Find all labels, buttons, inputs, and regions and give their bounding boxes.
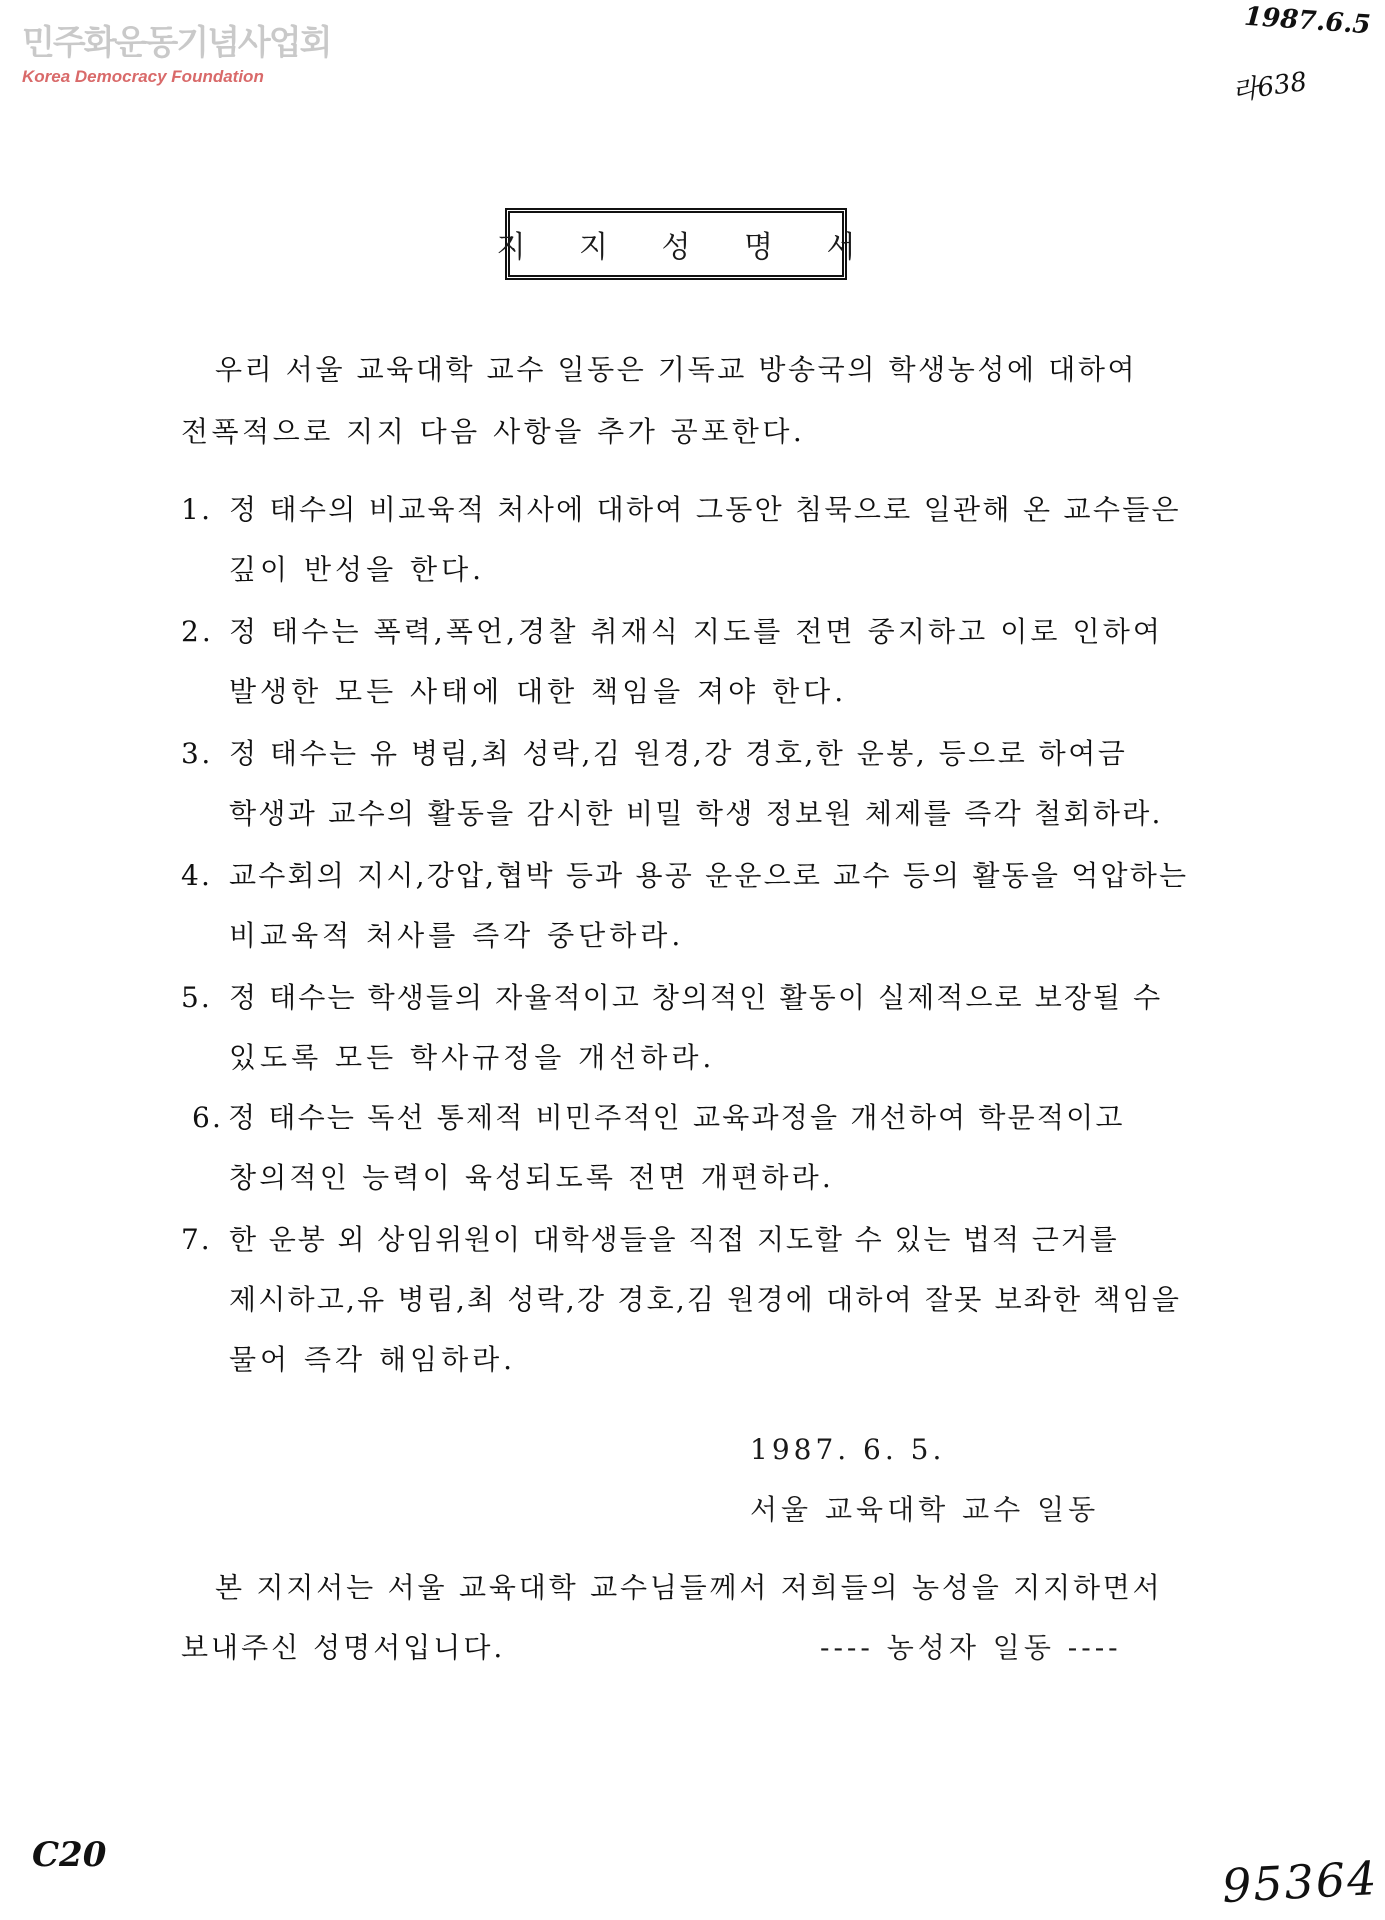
item-text: 정 태수는 유 병림,최 성락,김 원경,강 경호,한 운봉, 등으로 하여금 [229,737,1128,770]
list-item-5 [181,980,1162,1016]
note-line-2: 보내주신 성명서입니다. [181,1631,506,1664]
note-signature: ---- 농성자 일동 ---- [820,1631,1122,1664]
statement-date: 1987. 6. 5. [750,1433,946,1466]
list-item-5-continuation: 있도록 모든 학사규정을 개선하라. [229,1041,716,1074]
handwritten-archive-code: 라638 [1230,66,1309,108]
item-number: 3. [181,737,213,770]
title-frame [496,208,878,280]
note-line-1: 본 지지서는 서울 교육대학 교수님들께서 저희들의 농성을 지지하면서 [215,1571,1163,1604]
intro-line-2: 전폭적으로 지지 다음 사항을 추가 공포한다. [181,415,806,448]
item-number: 4. [181,859,213,892]
handwritten-bottom-left-mark: C20 [32,1835,107,1875]
intro-line-1: 우리 서울 교육대학 교수 일동은 기독교 방송국의 학생농성에 대하여 [215,353,1138,386]
list-item-7 [181,1222,1119,1258]
item-number: 5. [181,981,212,1014]
item-text: 정 태수의 비교육적 처사에 대하여 그동안 침묵으로 일관해 온 교수들은 [229,493,1181,526]
list-item-3 [181,736,1127,772]
list-item-7-continuation-2: 물어 즉각 해임하라. [229,1343,517,1376]
list-item-2-continuation: 발생한 모든 사태에 대한 책임을 져야 한다. [229,675,848,708]
list-item-4-continuation: 비교육적 처사를 즉각 중단하라. [229,919,685,952]
list-item-4 [181,858,1188,894]
list-item-6 [192,1100,1125,1136]
list-item-2 [181,614,1163,650]
item-number: 2. [181,615,214,648]
handwritten-date: 1987.6.5 [1243,1,1372,41]
list-item-1-continuation: 깊이 반성을 한다. [229,553,486,586]
logo-english-text: Korea Democracy Foundation [22,67,264,86]
item-number: 7. [181,1223,212,1256]
list-item-1 [181,492,1181,528]
item-text: 한 운봉 외 상임위원이 대학생들을 직접 지도할 수 있는 법적 근거를 [229,1223,1119,1256]
list-item-7-continuation: 제시하고,유 병림,최 성락,강 경호,김 원경에 대하여 잘못 보좌한 책임을 [229,1283,1182,1316]
foundation-watermark-logo [22,24,330,88]
item-text: 정 태수는 독선 통제적 비민주적인 교육과정을 개선하여 학문적이고 [228,1101,1125,1134]
item-number: 1. [181,493,213,526]
item-text: 정 태수는 학생들의 자율적이고 창의적인 활동이 실제적으로 보장될 수 [229,981,1163,1014]
item-number: 6. [192,1101,224,1134]
list-item-3-continuation: 학생과 교수의 활동을 감시한 비밀 학생 정보원 체제를 즉각 철회하라. [229,797,1163,830]
logo-korean-text: 민주화운동기념사업회 [22,23,331,63]
handwritten-document-number: 95364 [1220,1850,1380,1914]
list-item-6-continuation: 창의적인 능력이 육성되도록 전면 개편하라. [229,1161,834,1194]
item-text: 교수회의 지시,강압,협박 등과 용공 운운으로 교수 등의 활동을 억압하는 [229,859,1189,892]
item-text: 정 태수는 폭력,폭언,경찰 취재식 지도를 전면 중지하고 이로 인하여 [229,615,1164,648]
document-title: 지 지 성 명 서 [496,230,878,265]
statement-signature: 서울 교육대학 교수 일동 [750,1493,1100,1526]
